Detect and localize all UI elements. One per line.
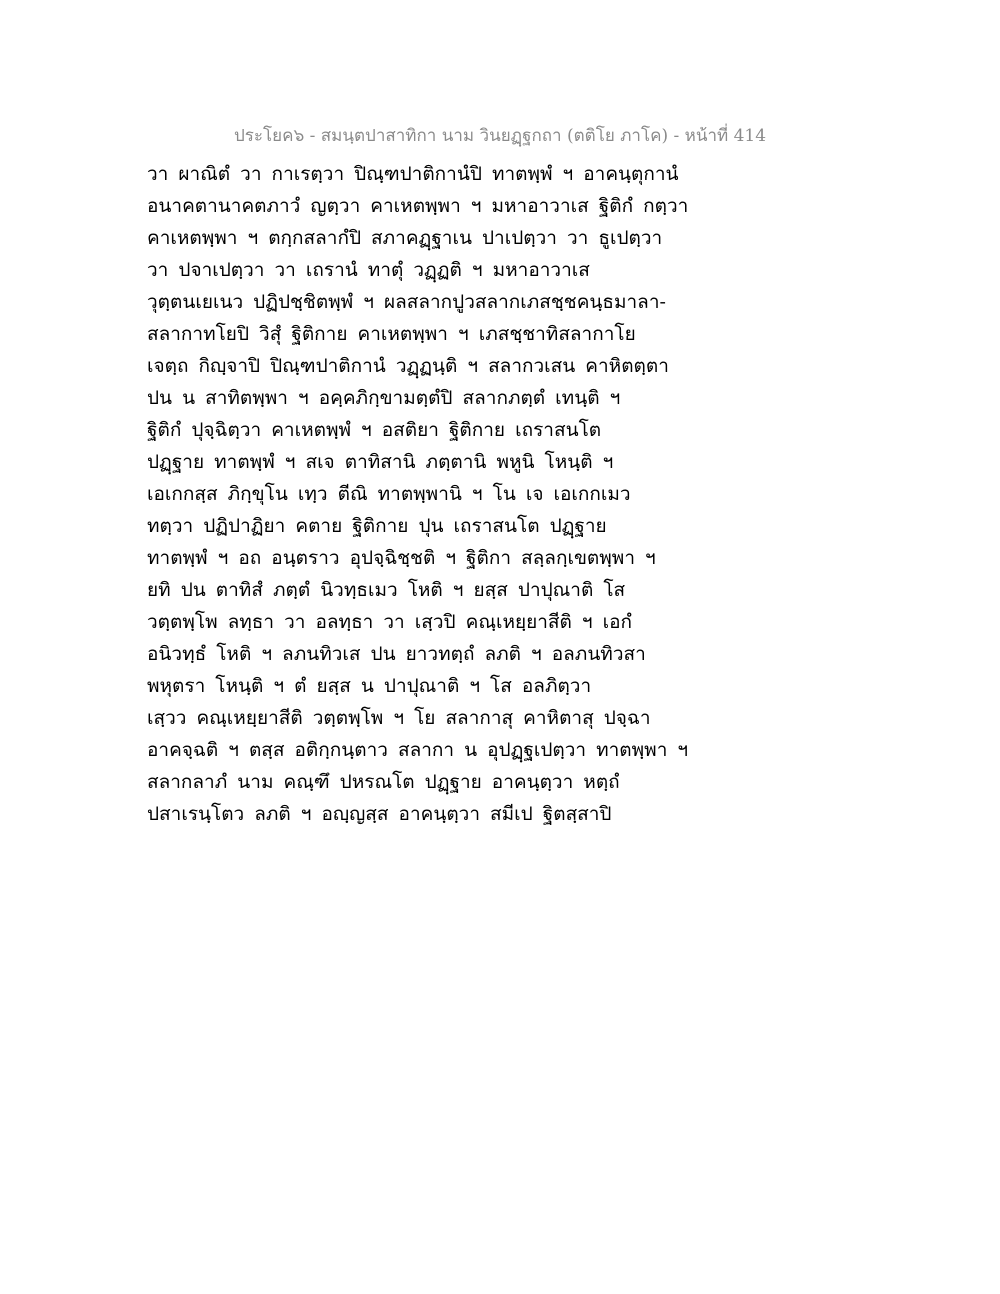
text-line: สลากาทโยปิ วิสุํ ฐิติกาย คาเหตพฺพา ฯ เภสชฺชาทิสลากาโย (147, 323, 636, 345)
text-line: เสฺวว คณฺเหยฺยาสีติ วตฺตพฺโพ ฯ โย สลากาสุ คาหิตาสุ ปจฺฉา (147, 707, 651, 729)
text-line: พหุตรา โหนฺติ ฯ ตํ ยสฺส น ปาปุณาติ ฯ โส อลภิตฺวา (147, 675, 592, 697)
text-line: ปฏฺฐาย ทาตพฺพํ ฯ สเจ ตาทิสานิ ภตฺตานิ พหูนิ โหนฺติ ฯ (147, 451, 614, 473)
text-line: สลากลาภํ นาม คณฺฑึ ปหรณโต ปฏฺฐาย อาคนฺตฺวา หตฺถํ (147, 771, 620, 793)
text-line: ปสาเรนฺโตว ลภติ ฯ อญฺญสฺส อาคนฺตฺวา สมีเป ฐิตสฺสาปิ (147, 803, 612, 825)
text-line: วุตฺตนเยเนว ปฏิปชฺชิตพฺพํ ฯ ผลสลากปูวสลากเภสชฺชคนฺธมาลา- (147, 291, 666, 313)
text-line: อนิวทฺธํ โหติ ฯ ลภนทิวเส ปน ยาวทตฺถํ ลภติ ฯ อลภนทิวสา (147, 643, 646, 665)
text-line: ทาตพฺพํ ฯ อถ อนฺตราว อุปจฺฉิชฺชติ ฯ ฐิติกา สลฺลกฺเขตพฺพา ฯ (147, 547, 656, 569)
text-line: วา ผาณิตํ วา กาเรตฺวา ปิณฺฑปาติกานํปิ ทาตพฺพํ ฯ อาคนฺตุกานํ (147, 163, 679, 185)
text-line: เอเกกสฺส ภิกฺขุโน เทฺว ตีณิ ทาตพฺพานิ ฯ โน เจ เอเกกเมว (147, 483, 631, 505)
text-line: ยทิ ปน ตาทิสํ ภตฺตํ นิวทฺธเมว โหติ ฯ ยสฺส ปาปุณาติ โส (147, 579, 626, 601)
page-body (147, 158, 707, 830)
text-line: อาคจฺฉติ ฯ ตสฺส อติกฺกนฺตาว สลากา น อุปฏฺฐเปตฺวา ทาตพฺพา ฯ (147, 739, 689, 761)
text-line: เจตฺถ กิญฺจาปิ ปิณฺฑปาติกานํ วฏฺฏนฺติ ฯ สลากวเสน คาหิตตฺตา (147, 355, 669, 377)
text-line: วตฺตพฺโพ ลทฺธา วา อลทฺธา วา เสฺวปิ คณฺเหยฺยาสีติ ฯ เอกํ (147, 611, 632, 633)
text-line: อนาคตานาคตภาวํ ญตฺวา คาเหตพฺพา ฯ มหาอาวาเส ฐิติกํ กตฺวา (147, 195, 689, 217)
page-header: ประโยค๖ - สมนฺตปาสาทิกา นาม วินยฏฺฐกถา (ตติโย ภาโค) - หน้าที่ 414 (233, 126, 767, 146)
text-line: ทตฺวา ปฏิปาฏิยา คตาย ฐิติกาย ปุน เถราสนโต ปฏฺฐาย (147, 515, 607, 537)
text-line: วา ปจาเปตฺวา วา เถรานํ ทาตุํ วฏฺฏติ ฯ มหาอาวาเส (147, 259, 590, 281)
text-line: ปน น สาทิตพฺพา ฯ อคฺคภิกฺขามตฺตํปิ สลากภตฺตํ เทนฺติ ฯ (147, 387, 621, 409)
text-line: คาเหตพฺพา ฯ ตกฺกสลากํปิ สภาคฏฺฐาเน ปาเปตฺวา วา ธูเปตฺวา (147, 227, 663, 249)
text-line: ฐิติกํ ปุจฺฉิตฺวา คาเหตพฺพํ ฯ อสติยา ฐิติกาย เถราสนโต (147, 419, 602, 441)
